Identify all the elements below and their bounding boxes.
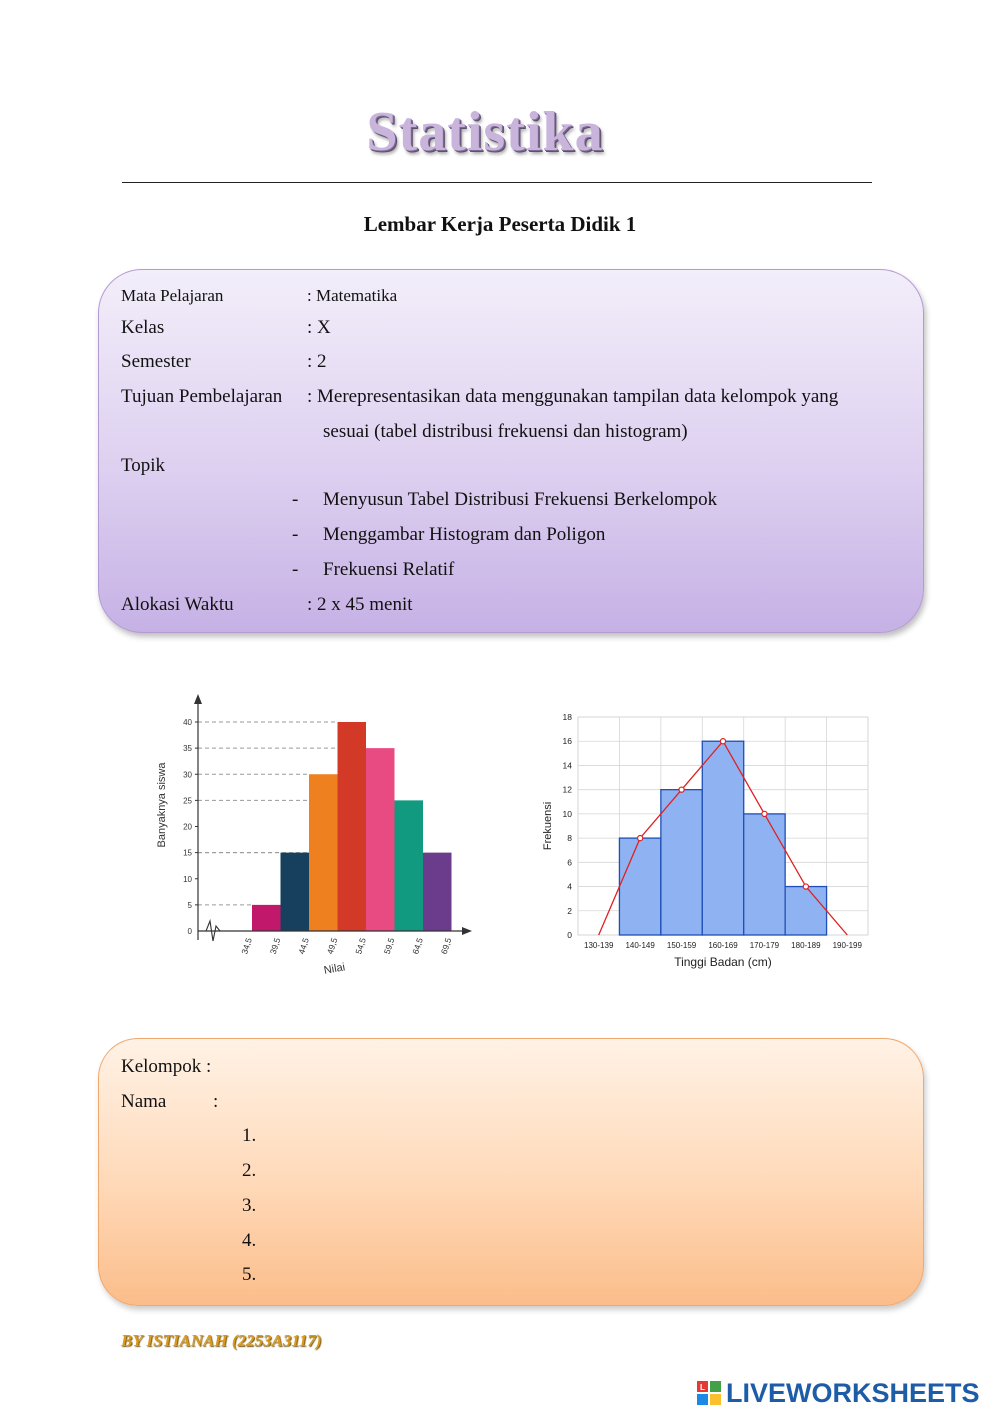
chart2-bar bbox=[744, 814, 785, 935]
chart1-x-tick-label: 39,5 bbox=[267, 936, 283, 956]
chart1-y-tick-label: 25 bbox=[183, 796, 192, 806]
page-title: Statistika bbox=[366, 101, 604, 163]
chart1-y-tick-label: 0 bbox=[187, 927, 192, 936]
title-divider bbox=[122, 182, 872, 183]
chart2-y-ticks bbox=[563, 712, 573, 940]
chart2-y-tick-label: 16 bbox=[562, 736, 572, 747]
chart2-bar bbox=[661, 790, 702, 935]
chart2-bar bbox=[702, 741, 743, 935]
chart1-x-tick-label: 49,5 bbox=[324, 936, 340, 956]
chart1-x-tick-label: 64,5 bbox=[410, 936, 425, 956]
chart1-x-tick-label: 54,5 bbox=[353, 936, 368, 956]
worksheet-subtitle: Lembar Kerja Peserta Didik 1 bbox=[363, 212, 637, 236]
member-number: 2. bbox=[242, 1160, 257, 1181]
list-bullet: - bbox=[292, 559, 299, 580]
histogram-nilai-chart bbox=[150, 690, 480, 990]
chart2-y-tick-label: 18 bbox=[562, 712, 572, 722]
chart1-bar bbox=[423, 853, 452, 931]
author-credit: BY ISTIANAH (2253A3117) bbox=[121, 1331, 322, 1350]
chart2-x-tick-label: 190-199 bbox=[832, 941, 862, 950]
chart1-bar bbox=[281, 853, 310, 931]
chart2-y-tick-label: 0 bbox=[567, 930, 572, 940]
chart2-y-tick-label: 6 bbox=[567, 857, 572, 868]
chart2-polygon-point bbox=[720, 739, 725, 744]
chart1-bar bbox=[366, 748, 395, 931]
tujuan-value-line1: : Merepresentasikan data menggunakan tampilan data kelompok yang bbox=[307, 386, 839, 407]
chart2-y-tick-label: 8 bbox=[567, 833, 572, 844]
chart1-x-ticks bbox=[239, 936, 453, 955]
chart2-xlabel: Tinggi Badan (cm) bbox=[674, 955, 772, 969]
alokasi-label: Alokasi Waktu bbox=[121, 594, 234, 615]
member-number: 3. bbox=[242, 1195, 257, 1216]
chart1-xlabel: Nilai bbox=[322, 961, 347, 977]
chart1-bar bbox=[309, 774, 338, 931]
chart1-bars bbox=[252, 722, 452, 931]
member-number: 5. bbox=[242, 1264, 257, 1285]
liveworksheets-brand[interactable]: LIVEWORKSHEETS bbox=[726, 1378, 980, 1408]
chart2-y-tick-label: 2 bbox=[567, 905, 572, 916]
chart1-y-tick-label: 30 bbox=[183, 770, 192, 780]
logo-letter: L bbox=[700, 1383, 705, 1392]
list-item bbox=[0, 489, 1000, 513]
chart1-y-tick-label: 20 bbox=[183, 822, 192, 832]
semester-value: : 2 bbox=[307, 351, 327, 372]
chart2-x-tick-label: 140-149 bbox=[625, 941, 655, 950]
chart1-bar bbox=[395, 800, 424, 931]
alokasi-value: : 2 x 45 menit bbox=[307, 594, 413, 615]
nama-colon: : bbox=[213, 1091, 219, 1112]
chart1-y-tick-label: 35 bbox=[183, 744, 192, 754]
chart2-x-tick-label: 160-169 bbox=[708, 941, 738, 950]
chart2-x-tick-label: 150-159 bbox=[666, 941, 697, 950]
topik-item-text: Frekuensi Relatif bbox=[323, 559, 455, 580]
chart2-y-tick-label: 4 bbox=[567, 881, 572, 892]
chart1-ylabel: Banyaknya siswa bbox=[156, 762, 168, 848]
chart2-ylabel: Frekuensi bbox=[542, 801, 554, 851]
member-number: 4. bbox=[242, 1230, 257, 1251]
chart2-polygon-point bbox=[638, 836, 643, 841]
chart1-y-tick-label: 40 bbox=[183, 718, 192, 727]
chart2-x-tick-label: 130-139 bbox=[584, 941, 614, 950]
chart1-y-ticks bbox=[183, 718, 198, 936]
semester-label: Semester bbox=[121, 351, 191, 372]
chart1-bar bbox=[252, 905, 281, 931]
chart1-y-tick-label: 15 bbox=[183, 848, 192, 858]
mapel-value: : Matematika bbox=[307, 286, 398, 305]
chart2-polygon-point bbox=[762, 811, 767, 816]
chart2-y-tick-label: 12 bbox=[562, 784, 572, 795]
chart2-bar bbox=[619, 838, 660, 935]
chart2-x-tick-label: 180-189 bbox=[791, 941, 821, 950]
group-box bbox=[98, 1038, 924, 1306]
tujuan-label: Tujuan Pembelajaran bbox=[121, 386, 283, 407]
kelas-value: : X bbox=[307, 317, 331, 338]
topik-item-text: Menyusun Tabel Distribusi Frekuensi Berkelompok bbox=[323, 489, 718, 510]
nama-label: Nama bbox=[121, 1091, 167, 1112]
chart2-y-tick-label: 14 bbox=[562, 760, 572, 771]
kelompok-label: Kelompok : bbox=[121, 1056, 212, 1077]
chart1-x-tick-label: 69,5 bbox=[438, 936, 454, 956]
liveworksheets-logo-icon bbox=[697, 1381, 721, 1405]
chart2-polygon-point bbox=[803, 884, 808, 889]
list-item bbox=[0, 559, 1000, 583]
chart1-y-tick-label: 10 bbox=[183, 874, 192, 884]
list-bullet: - bbox=[292, 524, 299, 545]
chart1-x-tick-label: 34,5 bbox=[239, 936, 254, 956]
chart1-bar bbox=[338, 722, 367, 931]
tujuan-value-line2: sesuai (tabel distribusi frekuensi dan histogram) bbox=[323, 421, 688, 442]
chart2-y-tick-label: 10 bbox=[562, 808, 572, 819]
list-bullet: - bbox=[292, 489, 299, 510]
histogram-tinggi-chart bbox=[537, 705, 877, 975]
chart1-y-tick-label: 5 bbox=[187, 900, 192, 910]
topik-label: Topik bbox=[121, 455, 166, 476]
mapel-label: Mata Pelajaran bbox=[121, 286, 224, 305]
list-item bbox=[0, 524, 1000, 548]
member-number: 1. bbox=[242, 1125, 257, 1146]
chart1-x-tick-label: 59,5 bbox=[381, 936, 397, 956]
chart1-x-tick-label: 44,5 bbox=[296, 936, 311, 956]
chart2-polygon-point bbox=[679, 787, 684, 792]
kelas-label: Kelas bbox=[121, 317, 165, 338]
topik-item-text: Menggambar Histogram dan Poligon bbox=[323, 524, 606, 545]
chart2-x-tick-label: 170-179 bbox=[749, 941, 780, 950]
chart2-bar bbox=[785, 887, 826, 935]
chart2-x-ticks bbox=[584, 941, 862, 950]
